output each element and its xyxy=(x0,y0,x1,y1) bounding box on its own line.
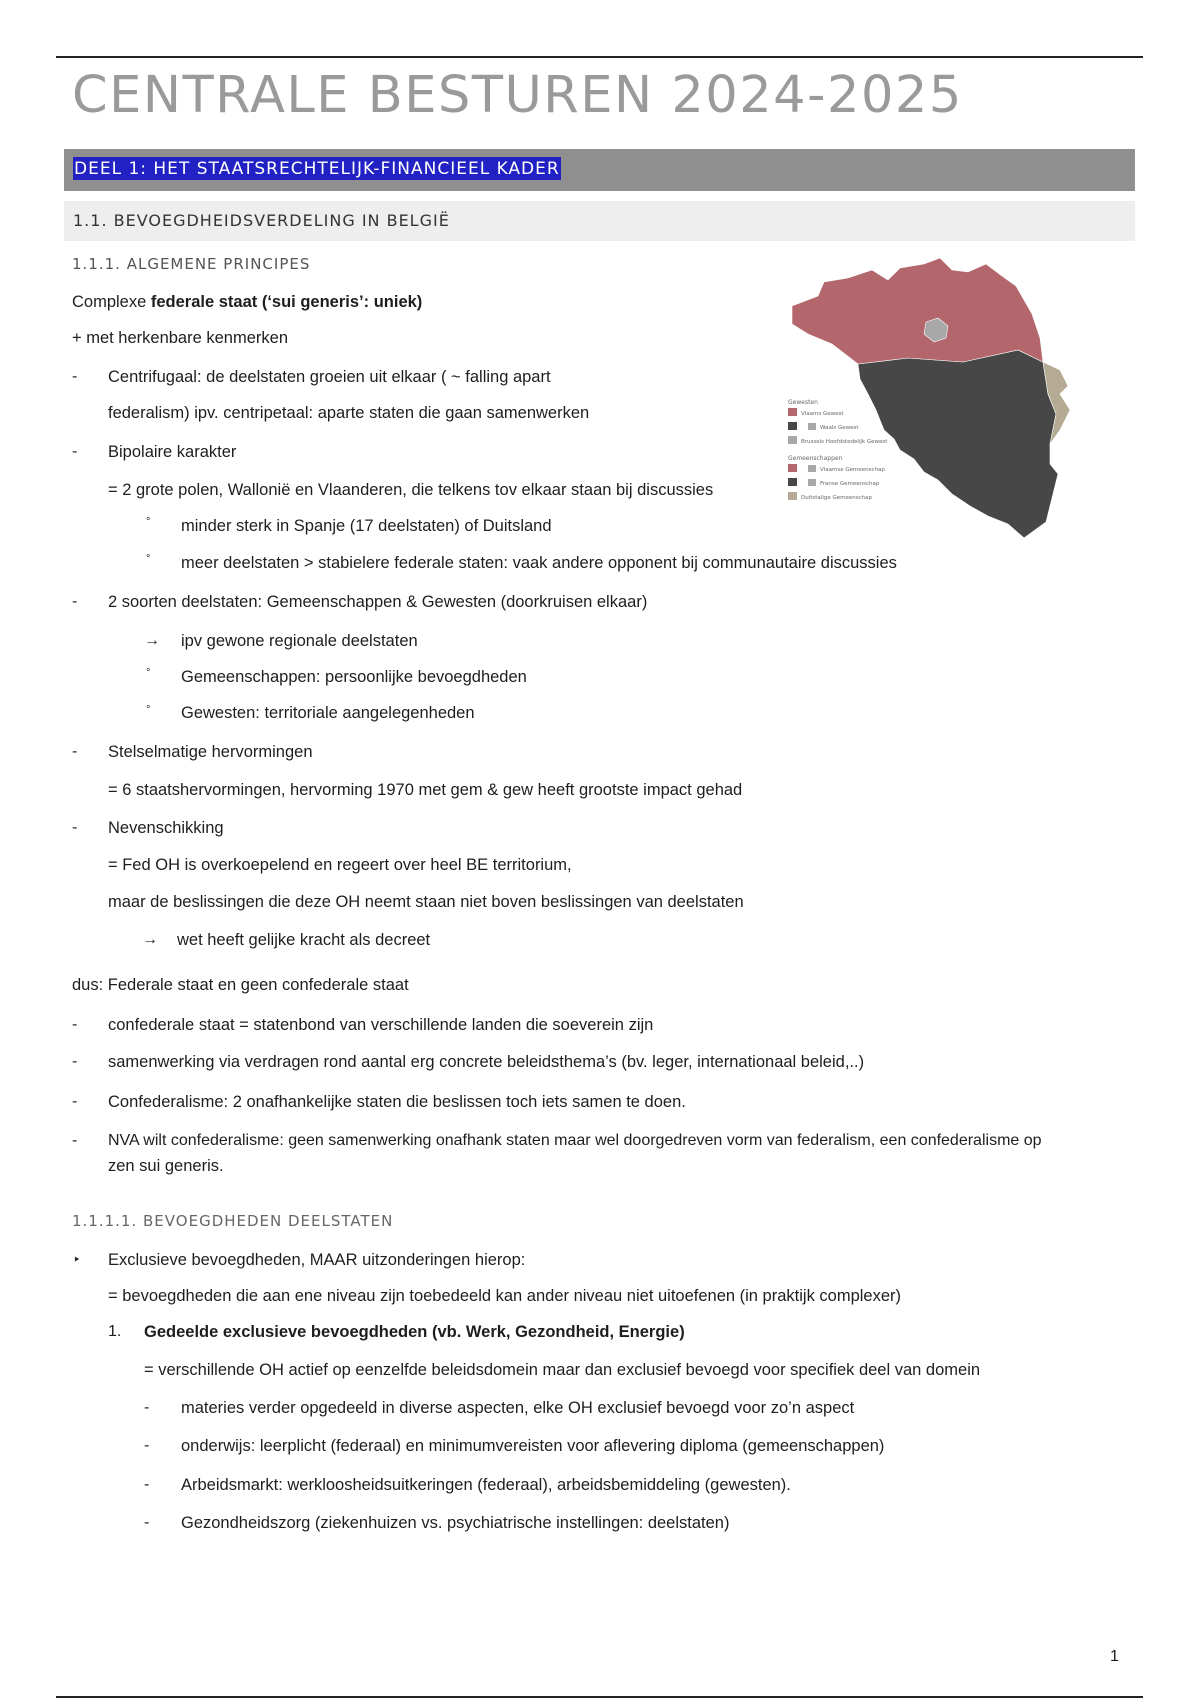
dash-marker: - xyxy=(72,819,78,836)
legend-entry: Franse Gemeenschap xyxy=(820,481,880,487)
list-item: federalism) ipv. centripetaal: aparte staten die gaan samenwerken xyxy=(108,404,590,422)
legend-entry: Brussels Hoofdstedelijk Gewest xyxy=(801,439,888,445)
top-rule xyxy=(56,56,1143,58)
legend-swatch xyxy=(788,478,797,486)
legend-swatch xyxy=(788,492,797,500)
list-item: Gewesten: territoriale aangelegenheden xyxy=(181,704,475,722)
list-item: onderwijs: leerplicht (federaal) en minimumvereisten voor aflevering diploma (gemeenschappen) xyxy=(181,1437,885,1455)
dash-marker: - xyxy=(144,1514,150,1531)
subsection-heading: 1.1.1. ALGEMENE PRINCIPES xyxy=(72,255,311,273)
list-item: = Fed OH is overkoepelend en regeert over heel BE territorium, xyxy=(108,856,572,874)
legend-entry: Duitstalige Gemeenschap xyxy=(801,495,872,501)
legend-title: Gemeenschappen xyxy=(788,455,843,462)
legend-swatch xyxy=(788,408,797,416)
dash-marker: - xyxy=(144,1476,150,1493)
circle-marker: ° xyxy=(146,516,151,528)
list-item: Exclusieve bevoegdheden, MAAR uitzonderingen hierop: xyxy=(108,1251,526,1269)
triangle-bullet-marker: ‣ xyxy=(73,1252,81,1267)
dash-marker: - xyxy=(72,368,78,385)
dash-marker: - xyxy=(144,1437,150,1454)
subsubsection-heading: 1.1.1.1. BEVOEGDHEDEN DEELSTATEN xyxy=(72,1212,394,1230)
list-item: confederale staat = statenbond van verschillende landen die soeverein zijn xyxy=(108,1016,654,1034)
flanders-region xyxy=(792,258,1043,364)
dash-marker: - xyxy=(72,593,78,610)
arrow-marker: → xyxy=(144,632,160,649)
legend-swatch xyxy=(808,465,816,472)
circle-marker: ° xyxy=(146,667,151,679)
intro-bold-text: federale staat (‘sui generis’: uniek) xyxy=(150,293,423,311)
arrow-marker: → xyxy=(142,931,158,948)
list-item: Bipolaire karakter xyxy=(108,443,237,461)
legend-swatch xyxy=(808,479,816,486)
legend-entry: Vlaamse Gemeenschap xyxy=(820,467,885,473)
document-title: CENTRALE BESTUREN 2024-2025 xyxy=(72,66,963,125)
legend-swatch xyxy=(788,464,797,472)
legend-entry: Waals Gewest xyxy=(820,425,859,431)
dash-marker: - xyxy=(72,743,78,760)
dash-marker: - xyxy=(72,1132,78,1149)
list-item: = verschillende OH actief op eenzelfde beleidsdomein maar dan exclusief bevoegd voor specifiek deel van domein xyxy=(144,1361,981,1379)
list-item: ipv gewone regionale deelstaten xyxy=(181,632,418,650)
list-item: Stelselmatige hervormingen xyxy=(108,743,313,761)
conclusion-line: dus: Federale staat en geen confederale staat xyxy=(72,976,409,994)
legend-swatch xyxy=(808,423,816,430)
list-item: NVA wilt confederalisme: geen samenwerking onafhank staten maar wel doorgedreven vorm van federalism, een confederalisme op xyxy=(108,1132,1042,1149)
list-item: Gemeenschappen: persoonlijke bevoegdheden xyxy=(181,668,527,686)
legend-title: Gewesten xyxy=(788,399,818,406)
list-item: zen sui generis. xyxy=(108,1157,224,1175)
belgium-map xyxy=(788,254,1148,550)
list-item: = bevoegdheden die aan ene niveau zijn toebedeeld kan ander niveau niet uitoefenen (in praktijk complexer) xyxy=(108,1287,902,1305)
list-item: Nevenschikking xyxy=(108,819,224,837)
intro-line-1 xyxy=(72,292,422,312)
circle-marker: ° xyxy=(146,704,151,716)
list-item: minder sterk in Spanje (17 deelstaten) of Duitsland xyxy=(181,517,552,535)
legend-swatch xyxy=(788,436,797,444)
bottom-rule xyxy=(56,1696,1143,1698)
section-heading-bar xyxy=(64,201,1135,241)
list-item: maar de beslissingen die deze OH neemt staan niet boven beslissingen van deelstaten xyxy=(108,893,744,911)
number-marker: 1. xyxy=(108,1323,122,1340)
list-item: wet heeft gelijke kracht als decreet xyxy=(177,931,431,949)
dash-marker: - xyxy=(72,1016,78,1033)
intro-line-2: + met herkenbare kenmerken xyxy=(72,329,288,347)
list-item: Centrifugaal: de deelstaten groeien uit elkaar ( ~ falling apart xyxy=(108,368,551,386)
dash-marker: - xyxy=(72,443,78,460)
list-item: 2 soorten deelstaten: Gemeenschappen & Gewesten (doorkruisen elkaar) xyxy=(108,593,648,611)
list-item: = 2 grote polen, Wallonië en Vlaanderen, die telkens tov elkaar staan bij discussies xyxy=(108,481,714,499)
numbered-item: Gedeelde exclusieve bevoegdheden (vb. Werk, Gezondheid, Energie) xyxy=(144,1323,685,1341)
deel-heading-bar xyxy=(64,149,1135,191)
list-item: Gezondheidszorg (ziekenhuizen vs. psychiatrische instellingen: deelstaten) xyxy=(181,1514,730,1532)
legend-entry: Vlaams Gewest xyxy=(801,411,844,417)
list-item: = 6 staatshervormingen, hervorming 1970 met gem & gew heeft grootste impact gehad xyxy=(108,781,743,799)
legend-swatch xyxy=(788,422,797,430)
map-legend xyxy=(788,396,928,519)
dash-marker: - xyxy=(72,1053,78,1070)
list-item: Confederalisme: 2 onafhankelijke staten die beslissen toch iets samen te doen. xyxy=(108,1093,686,1111)
section-heading: 1.1. BEVOEGDHEIDSVERDELING IN BELGIË xyxy=(73,211,450,230)
list-item: samenwerking via verdragen rond aantal erg concrete beleidsthema’s (bv. leger, internationaal beleid,..) xyxy=(108,1053,865,1071)
dash-marker: - xyxy=(72,1093,78,1110)
dash-marker: - xyxy=(144,1399,150,1416)
page-number: 1 xyxy=(1110,1648,1119,1665)
list-item: materies verder opgedeeld in diverse aspecten, elke OH exclusief bevoegd voor zo’n aspect xyxy=(181,1399,855,1417)
circle-marker: ° xyxy=(146,553,151,565)
deel-heading[interactable]: DEEL 1: HET STAATSRECHTELIJK-FINANCIEEL KADER xyxy=(74,159,560,179)
list-item: Arbeidsmarkt: werkloosheidsuitkeringen (federaal), arbeidsbemiddeling (gewesten). xyxy=(181,1476,791,1494)
intro-text: Complexe xyxy=(72,293,151,311)
list-item: meer deelstaten > stabielere federale staten: vaak andere opponent bij communautaire discussies xyxy=(181,554,897,572)
